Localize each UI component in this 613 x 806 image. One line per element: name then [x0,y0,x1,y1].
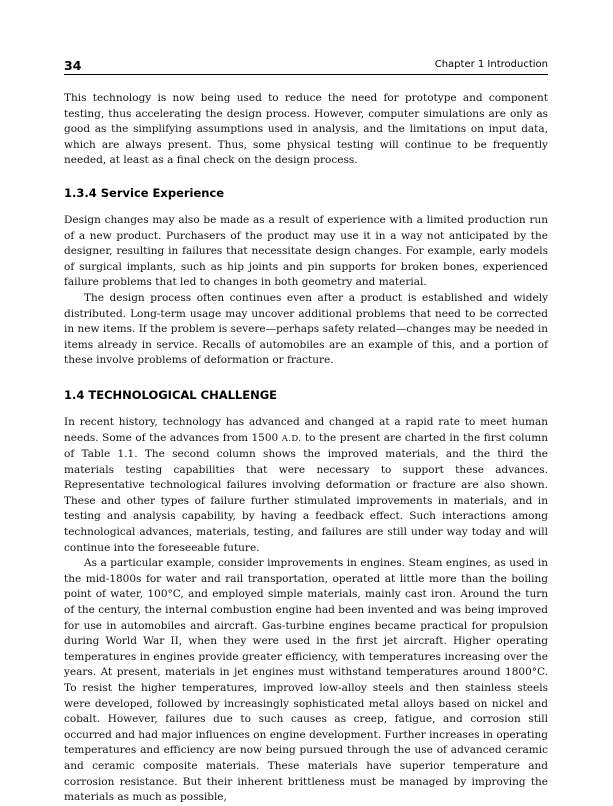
paragraph-tech-2: As a particular example, consider improvements in engines. Steam engines, as used in the mid-1800s for water and rail transportation, operated at little more than the boiling point of water, 100°C, and employed simple materials, mainly cast iron. Around the turn of the century, the internal combustion engine had been invented and was being improved for use in automobiles and aircraft. Gas-turbine engines became practical for propulsion during World War II, when they were used in the first jet aircraft. Higher operating temperatures in engines provide greater efficiency, with temperatures increasing over the years. At present, materials in jet engines must withstand temperatures around 1800°C. To resist the higher temperatures, improved low-alloy steels and then stainless steels were developed, followed by increasingly sophisticated metal alloys based on nickel and cobalt. However, failures due to such causes as creep, fatigue, and corrosion still occurred and had major influences on engine development. Further increases in operating temperatures and efficiency are now being pursued through the use of advanced ceramic and ceramic composite materials. These materials have superior temperature and corrosion resistance. But their inherent brittleness must be managed by improving the materials as much as possible, [64,557,548,804]
section-heading-1-4: 1.4 TECHNOLOGICAL CHALLENGE [64,387,278,402]
paragraph-tech-1 [64,415,548,556]
paragraph-intro: This technology is now being used to reduce the need for prototype and component testing, thus accelerating the design process. However, computer simulations are only as good as the simplifying assumptions used in analysis, and the limitations on input data, which are always present. Thus, some physical testing will continue to be frequently needed, at least as a final check on the design process. [64,92,548,167]
paragraph-tech-1-end: to the present are charted in the first column of Table 1.1. The second column shows the improved materials, and the third the materials testing capabilities that were necessary to support these advances. Representative technological failures involving deformation or fracture are also shown. These and other types of failure further stimulated improvements in materials, and in testing and analysis capability, by having a feedback effect. Such interactions among technological advances, materials, testing, and failures are still under way today and will continue into the foreseeable future. [64,431,548,554]
anno-domini: A.D. [281,433,302,444]
paragraph-service-1: Design changes may also be made as a result of experience with a limited production run of a new product. Purchasers of the product may use it in a way not anticipated by the designer, resulting in failures that necessitate design changes. For example, early models of surgical implants, such as hip joints and pin supports for broken bones, experienced failure problems that led to changes in both geometry and material. [64,213,548,289]
section-heading-1-3-4: 1.3.4 Service Experience [64,185,225,200]
running-head: Chapter 1 Introduction [434,59,548,70]
page-header [64,58,548,74]
page-number: 34 [64,58,82,73]
header-rule [64,74,548,75]
body-text [64,91,548,806]
paragraph-tech-1-start: In recent history, technology has advanced and changed at a rapid rate to meet human needs. Some of the advances from 1500 [64,415,548,444]
paragraph-service-2: The design process often continues even after a product is established and widely distributed. Long-term usage may uncover additional problems that need to be corrected in new items. If the problem is severe—perhaps safety related—changes may be needed in items already in service. Recalls of automobiles are an example of this, and a portion of these involve problems of deformation or fracture. [64,291,548,367]
